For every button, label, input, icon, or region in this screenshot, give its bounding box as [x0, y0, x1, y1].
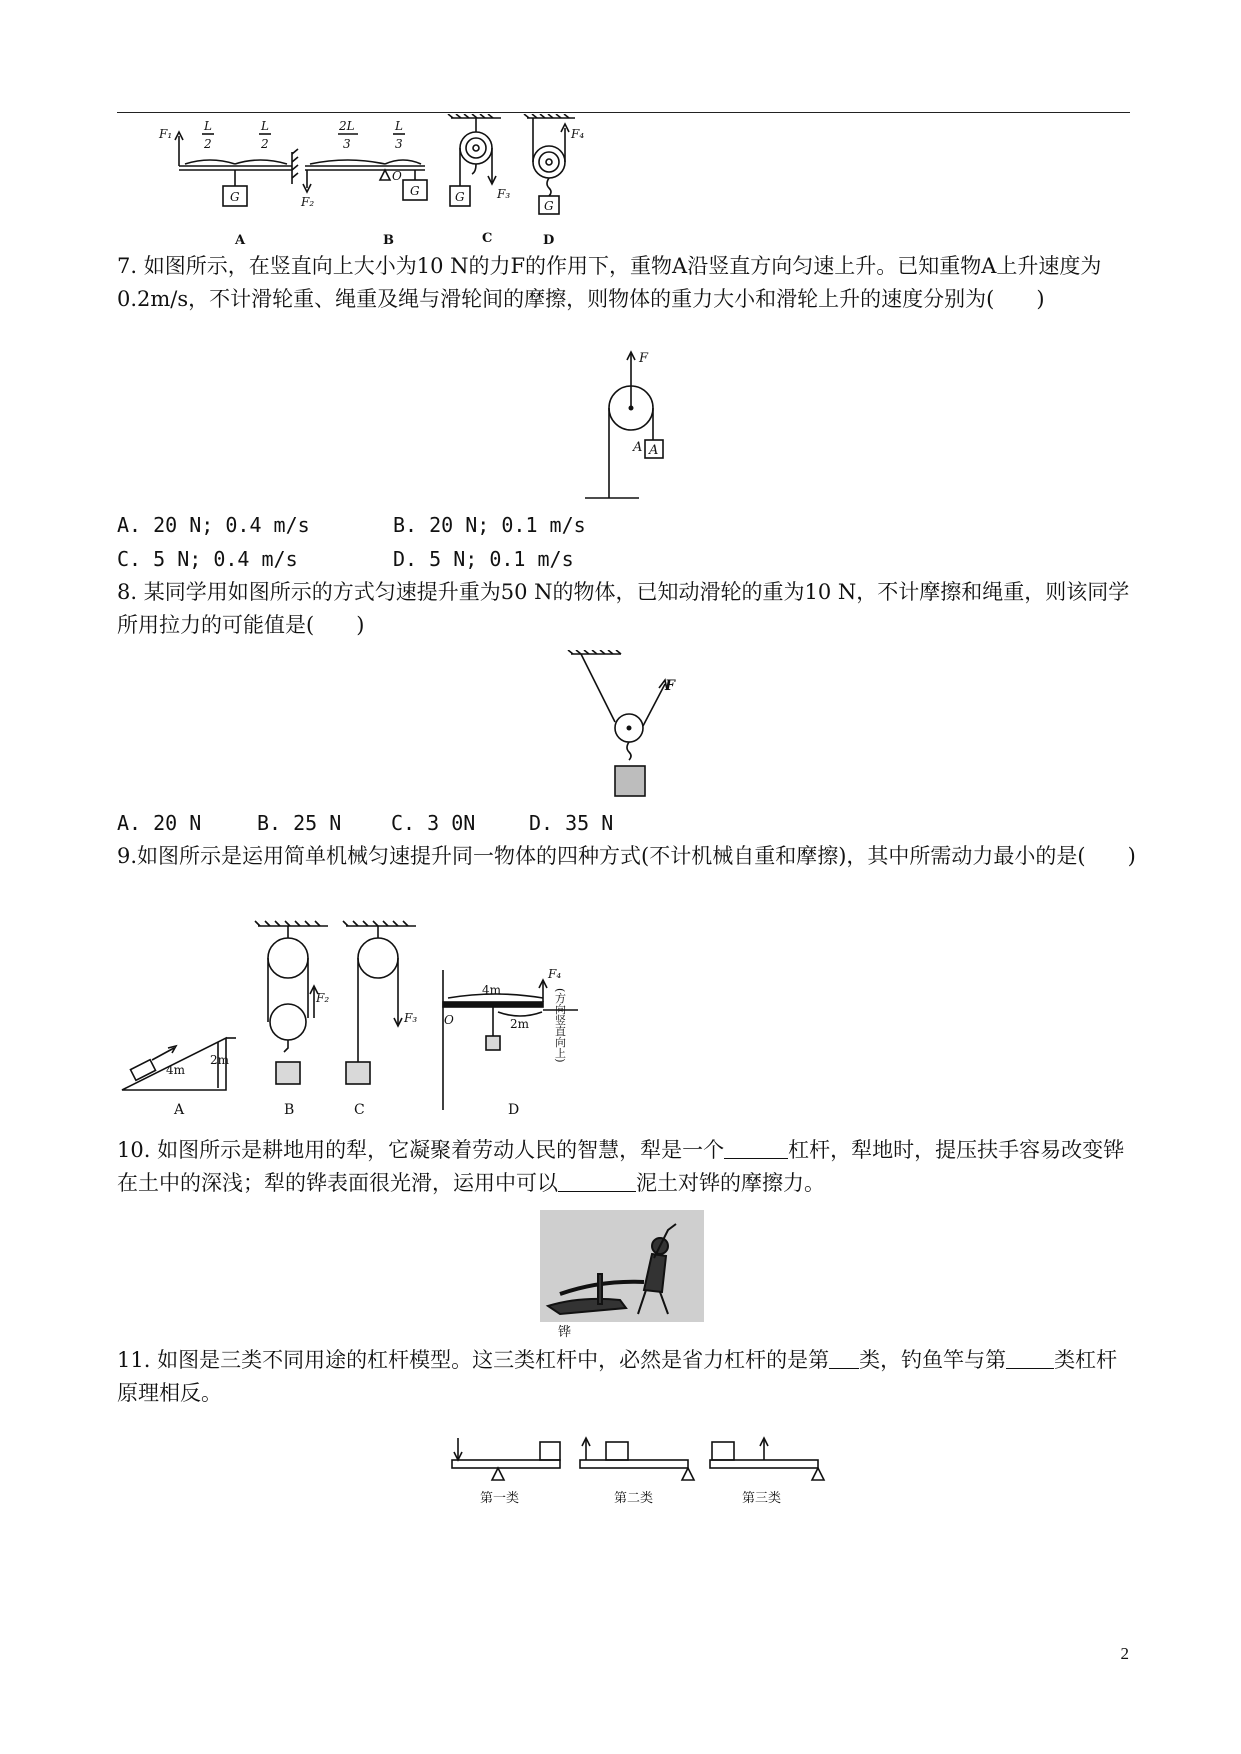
q7-choice-b[interactable]: B. 20 N; 0.1 m/s [393, 513, 586, 537]
q10-text [117, 1134, 1137, 1200]
q6-frac-a2-den: 2 [261, 137, 269, 151]
q7-object-box-label: A [649, 443, 659, 458]
q9-label-f2: F₂ [316, 991, 330, 1005]
q9-d-note: (方向竖直向上) [553, 988, 567, 1063]
q9-figure [118, 914, 598, 1124]
q9-text: 9.如图所示是运用简单机械匀速提升同一物体的四种方式(不计机械自重和摩擦)，其中所需动力最小的是( ) [117, 844, 1136, 868]
q6-frac-b1-den: 3 [343, 137, 351, 151]
q8-choice-a[interactable]: A. 20 N [117, 811, 202, 835]
q7-force-label: F [639, 351, 649, 366]
q10-text-part-3: 泥土对铧的摩擦力。 [636, 1171, 825, 1195]
q11-blank-1[interactable] [829, 1346, 859, 1369]
q8-force-label: F [665, 678, 675, 694]
q8-choice-c[interactable]: C. 3 0N [391, 811, 476, 835]
q11-label-class-2: 第二类 [614, 1491, 654, 1506]
q9-figure-svg [118, 914, 598, 1124]
q9-a-length: 4m [166, 1063, 186, 1077]
q11-text-part-1: 11. 如图是三类不同用途的杠杆模型。这三类杠杆中，必然是省力杠杆的是第 [117, 1348, 830, 1372]
q9-d-pivot: O [444, 1013, 454, 1027]
q6-frac-b2-num: L [395, 119, 403, 133]
q7-choice-row-1 [117, 510, 586, 540]
q6-frac-a1-den: 2 [204, 137, 212, 151]
q6-weight-a: G [230, 190, 240, 204]
q10-text-part-1: 10. 如图所示是耕地用的犁，它凝聚着劳动人民的智慧，犁是一个 [117, 1138, 725, 1162]
q11-label-class-3: 第三类 [742, 1491, 782, 1506]
q6-figure [155, 114, 615, 250]
q7-choice-d[interactable]: D. 5 N; 0.1 m/s [393, 547, 574, 571]
q7-text: 7. 如图所示，在竖直向上大小为10 N的力F的作用下，重物A沿竖直方向匀速上升。已知重物A上升速度为0.2m/s，不计滑轮重、绳重及绳与滑轮间的摩擦，则物体的重力大小和滑轮上升的速度分别为( ) [117, 254, 1102, 311]
q11-text-part-3: 类杠杆原理相反。 [117, 1348, 1118, 1405]
q8-choice-b[interactable]: B. 25 N [257, 811, 342, 835]
q6-option-d: D [543, 233, 555, 248]
q6-option-a: A [235, 233, 246, 248]
q9-d-long: 4m [482, 983, 502, 997]
q6-frac-b1-num: 2L [339, 119, 355, 133]
q7-figure [575, 348, 695, 506]
q6-label-f3: F₃ [497, 187, 511, 201]
q7-choice-row-2 [117, 544, 574, 574]
q9-option-b: B [284, 1102, 295, 1118]
q6-weight-d: G [544, 199, 554, 213]
q9-d-short: 2m [510, 1017, 530, 1031]
q9-option-c: C [354, 1102, 365, 1118]
q7-choice-c[interactable]: C. 5 N; 0.4 m/s [117, 547, 298, 571]
q9-label-f4: F₄ [548, 967, 562, 981]
q10-fig-label: 铧 [558, 1325, 572, 1340]
q6-frac-a2-num: L [261, 119, 269, 133]
q8-figure-svg [565, 650, 685, 798]
q11-label-class-1: 第一类 [480, 1491, 520, 1506]
q9-a-height: 2m [210, 1053, 230, 1067]
q11-blank-2[interactable] [1006, 1346, 1054, 1369]
q6-figure-svg [155, 114, 615, 250]
q6-label-f1: F₁ [159, 127, 173, 141]
q9-option-a: A [174, 1102, 185, 1118]
q6-weight-c: G [455, 190, 465, 204]
q7-choice-a[interactable]: A. 20 N; 0.4 m/s [117, 513, 310, 537]
q11-text-part-2: 类，钓鱼竿与第 [859, 1348, 1007, 1372]
q8-choice-row [117, 808, 613, 838]
q11-figure-svg [448, 1436, 848, 1516]
q9-label-f3: F₃ [404, 1011, 418, 1025]
q7-object-side-label: A [633, 440, 643, 455]
q6-weight-b: G [410, 184, 420, 198]
q11-text [117, 1344, 1137, 1410]
q10-plow-figure [540, 1210, 704, 1340]
q10-blank-1[interactable] [724, 1136, 788, 1159]
q6-label-f2: F₂ [301, 195, 315, 209]
q6-frac-b2-den: 3 [395, 137, 403, 151]
q6-option-b: B [383, 233, 394, 248]
q8-figure [565, 650, 685, 798]
q8-text: 8. 某同学用如图所示的方式匀速提升重为50 N的物体，已知动滑轮的重为10 N，不计摩擦和绳重，则该同学所用拉力的可能值是( ) [117, 580, 1130, 637]
q11-figure [448, 1436, 848, 1516]
header-rule [117, 112, 1130, 113]
q10-blank-2[interactable] [558, 1169, 636, 1192]
page-number: 2 [1120, 1644, 1129, 1663]
q6-option-c: C [482, 231, 493, 246]
q9-option-d: D [508, 1102, 520, 1118]
q7-figure-svg [575, 348, 695, 506]
q6-pivot-o: O [392, 169, 402, 183]
q6-label-f4: F₄ [571, 127, 585, 141]
q8-choice-d[interactable]: D. 35 N [529, 811, 614, 835]
q10-plow-svg [540, 1210, 704, 1340]
q6-frac-a1-num: L [204, 119, 212, 133]
q10-text-part-2: 杠杆，犁地时，提压扶手容易改变铧在土中的深浅；犁的铧表面很光滑，运用中可以 [117, 1138, 1125, 1195]
